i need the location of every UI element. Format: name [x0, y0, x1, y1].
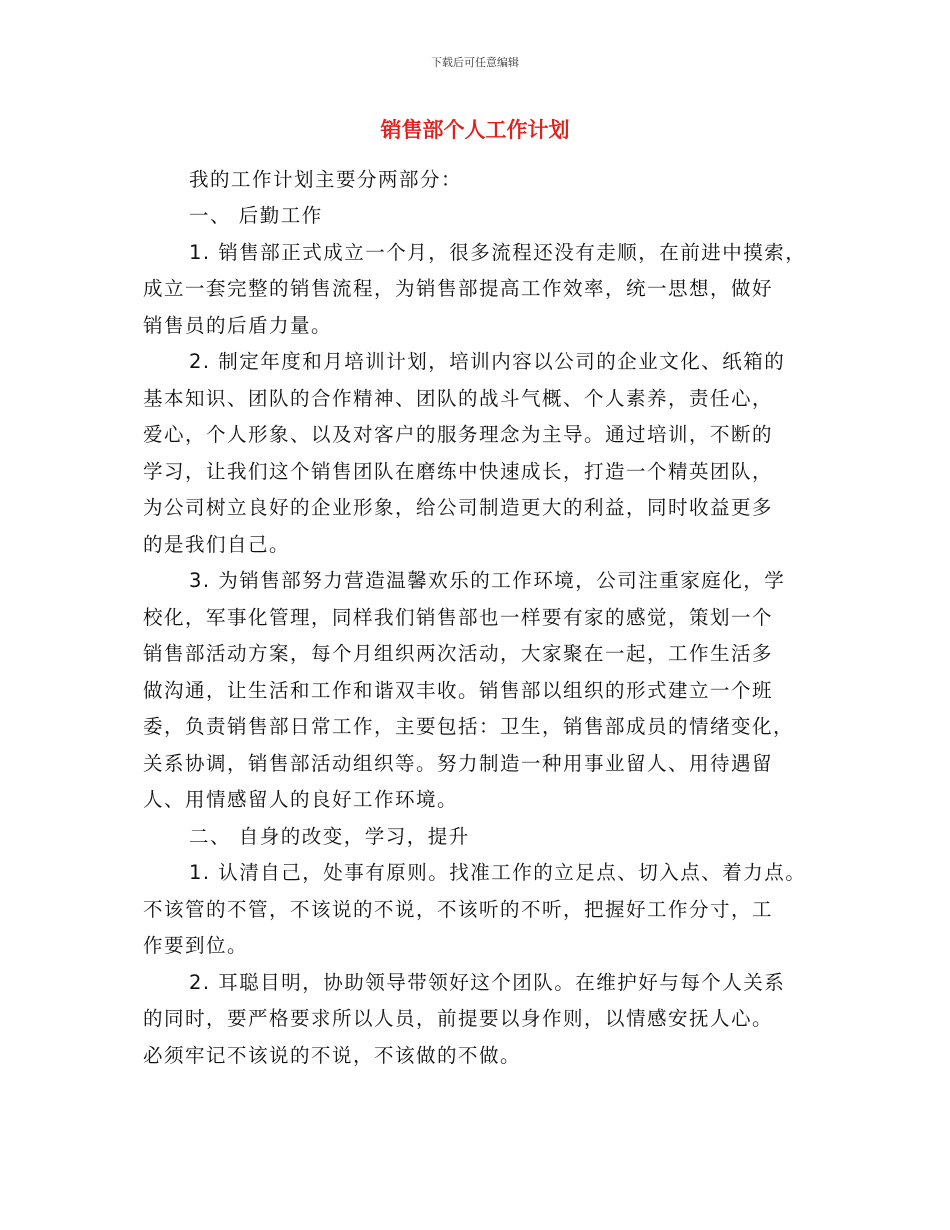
- body-line: 2. 制定年度和月培训计划，培训内容以公司的企业文化、纸箱的: [189, 350, 786, 373]
- body-line: 关系协调，销售部活动组织等。努力制造一种用事业留人、用待遇留: [143, 752, 774, 775]
- body-line: 为公司树立良好的企业形象，给公司制造更大的利益，同时收益更多: [143, 496, 774, 519]
- document-title: 销售部个人工作计划: [380, 118, 570, 142]
- body-line: 必须牢记不该说的不说，不该做的不做。: [143, 1044, 522, 1067]
- body-line: 爱心，个人形象、以及对客户的服务理念为主导。通过培训，不断的: [143, 423, 774, 446]
- body-line: 人、用情感留人的良好工作环境。: [143, 788, 459, 811]
- body-line: 2. 耳聪目明，协助领导带领好这个团队。在维护好与每个人关系: [189, 971, 786, 994]
- section-heading: 一、 后勤工作: [189, 204, 323, 227]
- body-line: 作要到位。: [143, 934, 249, 957]
- body-line: 不该管的不管，不该说的不说，不该听的不听，把握好工作分寸，工: [143, 898, 774, 921]
- body-line: 做沟通，让生活和工作和谐双丰收。销售部以组织的形式建立一个班: [143, 679, 774, 702]
- body-line: 委，负责销售部日常工作，主要包括：卫生，销售部成员的情绪变化，: [143, 715, 795, 738]
- body-line: 成立一套完整的销售流程，为销售部提高工作效率，统一思想，做好: [143, 277, 774, 300]
- body-line: 的同时，要严格要求所以人员，前提要以身作则，以情感安抚人心。: [143, 1007, 774, 1030]
- body-line: 1. 销售部正式成立一个月，很多流程还没有走顺，在前进中摸索，: [189, 241, 807, 264]
- body-line: 基本知识、团队的合作精神、团队的战斗气概、个人素养，责任心，: [143, 387, 774, 410]
- body-line: 我的工作计划主要分两部分：: [189, 168, 463, 191]
- body-line: 1. 认清自己，处事有原则。找准工作的立足点、切入点、着力点。: [189, 861, 807, 884]
- page-header: 下载后可任意编辑: [431, 56, 519, 69]
- body-line: 3. 为销售部努力营造温馨欢乐的工作环境，公司注重家庭化，学: [189, 569, 786, 592]
- body-line: 销售部活动方案，每个月组织两次活动，大家聚在一起，工作生活多: [143, 642, 774, 665]
- body-line: 销售员的后盾力量。: [143, 314, 333, 337]
- section-heading: 二、 自身的改变，学习，提升: [189, 825, 470, 848]
- body-line: 校化，军事化管理，同样我们销售部也一样要有家的感觉，策划一个: [143, 606, 774, 629]
- body-line: 的是我们自己。: [143, 533, 291, 556]
- body-line: 学习，让我们这个销售团队在磨练中快速成长，打造一个精英团队，: [143, 460, 774, 483]
